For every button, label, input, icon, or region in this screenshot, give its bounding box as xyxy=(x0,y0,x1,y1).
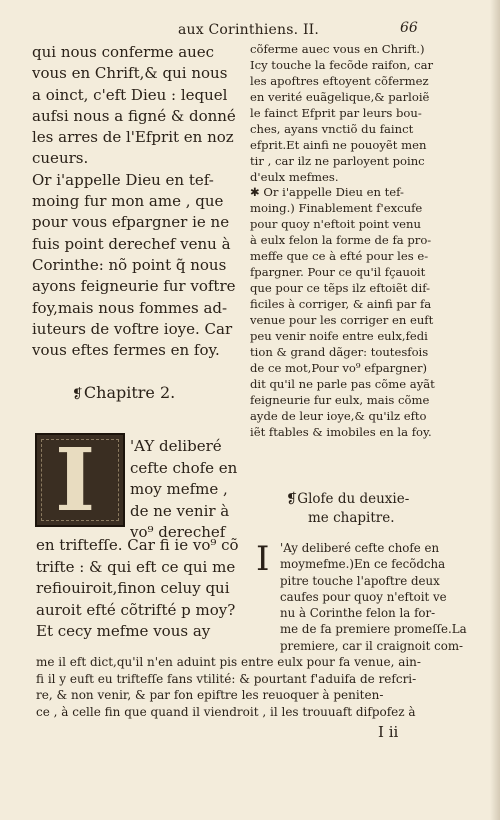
text-line: aufsi nous a figné & donné xyxy=(32,106,236,125)
text-line: me de fa premiere promeſſe.La xyxy=(280,622,467,637)
decorated-initial xyxy=(35,430,125,531)
text-line: meffe que ce à efté pour les e- xyxy=(250,249,429,264)
glose-heading-line: me chapitre. xyxy=(308,510,395,526)
text-line: 'Ay deliberé cefte chofe en xyxy=(280,541,440,555)
text-line: le fainct Efprit par leurs bou- xyxy=(250,105,422,120)
pilcrow-icon: ❡ xyxy=(72,387,83,402)
text-line: 'AY deliberé xyxy=(130,437,222,455)
signature-mark: I ii xyxy=(378,723,399,741)
text-line: cefte chofe en xyxy=(130,458,238,477)
text-line: à eulx felon la forme de fa pro- xyxy=(250,233,432,248)
text-line: Et cecy mefme vous ay xyxy=(36,622,211,640)
text-line: moy mefme , xyxy=(130,480,228,498)
text-line: pitre touche l'apoftre deux xyxy=(280,573,440,588)
text-line: Corinthe: nõ point q̃ nous xyxy=(32,255,227,274)
text-line: que pour ce tẽps ilz eftoiẽt dif- xyxy=(250,281,430,296)
text-line: me il eft dict,qu'il n'en aduint pis entre eulx pour fa venue, ain- xyxy=(36,655,421,669)
text-line: en verité euãgelique,& parloiẽ xyxy=(250,89,430,104)
glose-text xyxy=(280,540,470,654)
text-line: ayons feigneurie fur voftre xyxy=(32,277,236,296)
text-line: les apoftres eftoyent cõfermez xyxy=(250,73,429,88)
text-line: cõferme auec vous en Chrift.) xyxy=(250,42,425,56)
text-line: trifte : & qui eft ce qui me xyxy=(36,557,236,576)
text-line: peu venir noife entre eulx,fedi xyxy=(250,328,428,343)
text-line: tir , car ilz ne parloyent poinc xyxy=(250,153,425,168)
text-line: re, & non venir, & par fon epiftre les reuoquer à peniten- xyxy=(36,688,384,702)
text-line: venue pour les corriger en euft xyxy=(250,312,434,327)
text-line: foy,mais nous fommes ad- xyxy=(32,298,228,317)
text-line: ✱ Or i'appelle Dieu en tef- xyxy=(250,185,404,200)
text-line: iẽt ftables & imobiles en la foy. xyxy=(250,424,432,439)
text-line: d'eulx mefmes. xyxy=(250,169,339,184)
text-line: Icy touche la fecõde raifon, car xyxy=(250,57,434,72)
running-header: aux Corinthiens. II. xyxy=(178,22,320,38)
text-line: pour quoy n'eftoit point venu xyxy=(250,217,421,232)
text-line: pour vous efpargner ie ne xyxy=(32,213,230,232)
text-line: efprit.Et ainfi ne pouoyẽt men xyxy=(250,137,427,152)
glose-heading xyxy=(286,490,466,528)
drop-cap-lines xyxy=(130,436,250,544)
text-line: vous en Chrift,& qui nous xyxy=(32,64,228,83)
text-line: moing fur mon ame , que xyxy=(32,192,224,211)
text-line: ce , à celle fin que quand il viendroit , il les trouuaft difpofez à xyxy=(36,704,416,719)
text-line: moymefme.)En ce fecõdcha xyxy=(280,557,446,572)
text-line: cueurs. xyxy=(32,149,89,168)
bottom-full-width-text xyxy=(36,654,466,720)
left-column-text xyxy=(32,42,247,361)
text-line: a oinct, c'eft Dieu : lequel xyxy=(32,85,228,104)
glose-heading-line: ❡Glofe du deuxie- xyxy=(286,491,410,507)
text-line: qui nous conferme auec xyxy=(32,43,215,61)
text-line: feigneurie fur eulx, mais cõme xyxy=(250,392,430,407)
text-line: premiere, car il craignoit com- xyxy=(280,638,464,653)
text-line: moing.) Finablement f'excufe xyxy=(250,201,423,216)
chapter-title: Chapitre 2. xyxy=(83,383,176,402)
text-line: nu à Corinthe felon la for- xyxy=(280,606,436,621)
text-line: fuis point derechef venu à xyxy=(32,234,231,253)
text-line: en triftefſe. Car fi ie vo⁹ cõ xyxy=(36,536,239,554)
page-number: 66 xyxy=(400,20,418,36)
left-column-continuation xyxy=(36,535,250,643)
text-line: auroit efté cõtrifté p moy? xyxy=(36,600,236,619)
text-line: caufes pour quoy n'eftoit ve xyxy=(280,589,447,604)
text-line: iuteurs de voftre ioye. Car xyxy=(32,319,233,338)
glose-initial-letter: I xyxy=(256,539,270,579)
page-edge-shadow xyxy=(490,0,500,820)
text-line: dit qu'il ne parle pas cõme ayãt xyxy=(250,376,435,391)
initial-letter: I xyxy=(55,430,96,531)
chapter-heading xyxy=(72,383,175,402)
text-line: Or i'appelle Dieu en tef- xyxy=(32,170,214,189)
text-line: refiouiroit,finon celuy qui xyxy=(36,579,230,597)
text-line: de ce mot,Pour vo⁹ efpargner) xyxy=(250,360,428,375)
text-line: ficiles à corriger, & ainfi par fa xyxy=(250,297,432,311)
text-line: vo⁹ derechef xyxy=(130,523,226,541)
text-line: fi il y euft eu triftefſe fans vtilité: & pourtant f'aduifa de refcri- xyxy=(36,671,417,686)
text-line: les arres de l'Efprit en noz xyxy=(32,128,234,147)
text-line: ches, ayans vnctiõ du fainct xyxy=(250,121,414,136)
right-column-commentary xyxy=(250,42,460,440)
text-line: ayde de leur ioye,& qu'ilz efto xyxy=(250,408,427,423)
text-line: tion & grand dãger: toutesfois xyxy=(250,344,429,359)
text-line: de ne venir à xyxy=(130,501,230,520)
text-line: vous eftes fermes en foy. xyxy=(32,341,220,360)
text-line: fpargner. Pour ce qu'il fçauoit xyxy=(250,265,426,280)
